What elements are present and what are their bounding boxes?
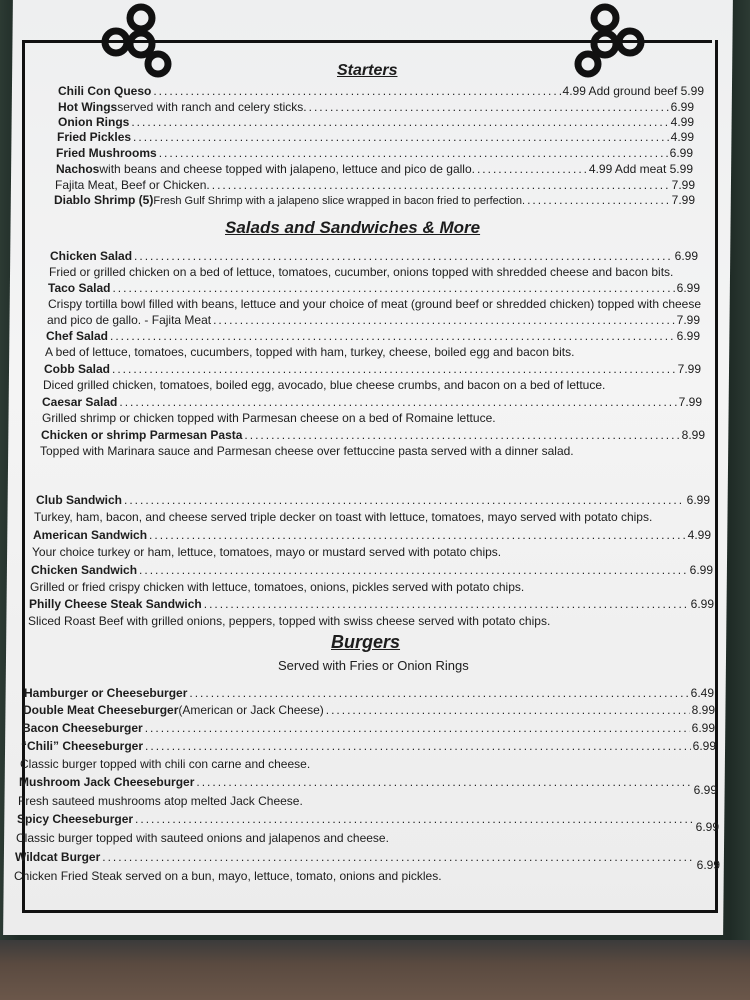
menu-item [44,362,701,377]
item-description: Grilled or fried crispy chicken with lettuce, tomatoes, onions, pickles served with potato chips. [30,580,525,594]
item-price: 6.99 [670,100,694,114]
item-name: Chicken Sandwich [31,563,138,577]
menu-item [33,528,711,543]
item-price: 6.99 [676,281,700,295]
item-desc: served with ranch and celery sticks. [117,100,307,114]
item-description: Turkey, ham, bacon, and cheese served triple decker on toast with lettuce, tomatoes, mayo served with potato chips. [34,510,653,524]
section-title-starters: Starters [337,62,398,79]
menu-item [58,100,694,115]
item-description: Chicken Fried Steak served on a bun, mayo, lettuce, tomato, onions and pickles. [14,869,442,883]
menu-item [58,115,694,130]
item-price: 6.99 [693,783,717,797]
item-description: Crispy tortilla bowl filled with beans, lettuce and your choice of meat (ground beef or shredded chicken) topped with cheese [48,297,702,311]
item-price: 6.99 [692,739,716,753]
item-name: Fried Pickles [57,130,132,144]
item-price: 4.99 Add ground beef 5.99 [562,84,704,98]
item-name: Philly Cheese Steak Sandwich [29,597,202,611]
menu-item [29,597,714,612]
item-price: 6.99 [691,721,715,735]
item-price: 6.49 [690,686,714,700]
item-name-suffix: (American or Jack Cheese) [178,703,324,717]
menu-item [15,850,720,872]
item-name: Chef Salad [46,329,109,343]
menu-item [56,162,693,177]
item-price: 8.99 [681,428,705,442]
menu-item [46,329,700,344]
menu-item [17,812,719,834]
item-price: 6.99 [669,146,693,160]
item-name: Taco Salad [48,281,111,295]
menu-item [36,493,710,508]
item-description: Sliced Roast Beef with grilled onions, peppers, topped with swiss cheese served with potato chips. [28,614,551,628]
item-price: 4.99 Add meat 5.99 [588,162,693,176]
item-name: Fried Mushrooms [56,146,157,160]
item-name: Onion Rings [58,115,130,129]
menu-item [58,84,704,99]
item-description: Fresh sauteed mushrooms atop melted Jack Cheese. [18,794,303,808]
menu-item [41,428,705,443]
item-name: Hamburger or Cheeseburger [24,686,188,700]
item-description: Grilled shrimp or chicken topped with Parmesan cheese on a bed of Romaine lettuce. [42,411,496,425]
item-name: Chicken Salad [50,249,133,263]
item-name: Hot Wings [58,100,118,114]
item-name: Diablo Shrimp (5) [54,193,154,207]
item-price: 6.99 [696,858,720,872]
item-desc: with beans and cheese topped with jalapeno, lettuce and pico de gallo. [99,162,475,176]
item-price: 6.99 [690,597,714,611]
menu-item [54,193,695,208]
section-title-burgers: Burgers [331,632,401,652]
item-name: Mushroom Jack Cheeseburger [19,775,195,789]
item-price: 7.99 [671,178,695,192]
item-price: 6.99 [689,563,713,577]
item-description: Diced grilled chicken, tomatoes, boiled egg, avocado, blue cheese crumbs, and bacon on a bed of lettuce. [43,378,606,392]
item-description: A bed of lettuce, tomatoes, cucumbers, topped with ham, turkey, cheese, boiled egg and bacon bits. [45,345,575,359]
item-price: 4.99 [670,130,694,144]
item-description: Classic burger topped with sauteed onions and jalapenos and cheese. [16,831,389,845]
menu-item [21,739,716,754]
menu-item [23,703,715,718]
menu-item [55,178,695,193]
item-description: Classic burger topped with chili con carne and cheese. [20,757,311,771]
item-name: Caesar Salad [42,395,118,409]
menu-item [42,395,702,410]
item-price: 7.99 [677,362,701,376]
menu-item [57,130,694,145]
item-price: 7.99 [676,313,700,327]
item-price: 4.99 [687,528,711,542]
item-name: Chicken or shrimp Parmesan Pasta [41,428,243,442]
item-price: 7.99 [678,395,702,409]
menu-item [24,686,714,701]
item-name: Wildcat Burger [15,850,101,864]
item-desc: Fresh Gulf Shrimp with a jalapeno slice wrapped in bacon fried to perfection. [153,195,526,207]
item-price: 8.99 [691,703,715,717]
section-title-salads: Salads and Sandwiches & More [225,218,481,237]
menu-item [22,721,715,736]
item-name: American Sandwich [33,528,148,542]
section-subtitle-burgers: Served with Fries or Onion Rings [278,658,469,673]
item-name: “Chili” Cheeseburger [21,739,144,753]
menu-item [56,146,693,161]
item-desc: Fajita Meat, Beef or Chicken. [55,178,210,192]
item-name: Cobb Salad [44,362,111,376]
item-name: Chili Con Queso [58,84,152,98]
menu-item [50,249,698,264]
item-name: Nachos [56,162,100,176]
item-price: 6.99 [674,249,698,263]
item-name: Club Sandwich [36,493,123,507]
item-desc: and pico de gallo. - Fajita Meat [47,313,212,327]
item-description: Topped with Marinara sauce and Parmesan cheese over fettuccine pasta served with a dinner salad. [40,444,574,458]
item-name: Bacon Cheeseburger [22,721,143,735]
item-description: Your choice turkey or ham, lettuce, tomatoes, mayo or mustard served with potato chips. [32,545,502,559]
menu-item [31,563,713,578]
menu-item [19,775,717,797]
item-name: Double Meat Cheeseburger [23,703,179,717]
item-price: 6.99 [695,820,719,834]
item-name: Spicy Cheeseburger [17,812,134,826]
item-price: 6.99 [686,493,710,507]
menu-item-variant [47,313,700,328]
item-price: 7.99 [671,193,695,207]
item-price: 6.99 [676,329,700,343]
item-price: 4.99 [670,115,694,129]
item-description: Fried or grilled chicken on a bed of lettuce, tomatoes, cucumber, onions topped with shredded cheese and bacon bits. [49,265,674,279]
menu-item [48,281,700,296]
